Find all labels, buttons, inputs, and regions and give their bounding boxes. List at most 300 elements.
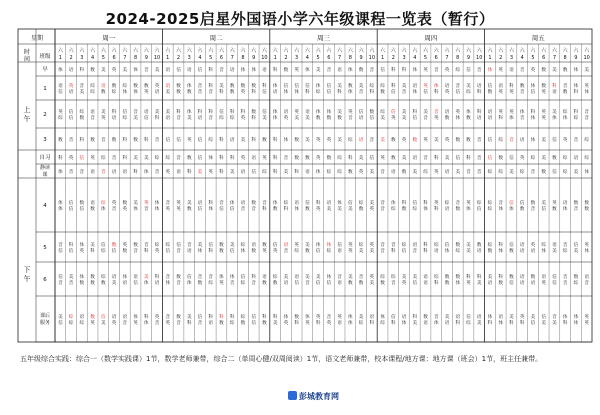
cell-text: 信 bbox=[101, 243, 106, 248]
cell-text: 科 bbox=[433, 156, 439, 161]
cell-text: 美 bbox=[401, 156, 407, 161]
cell-text: 数 bbox=[305, 249, 310, 254]
cell-text: 体 bbox=[530, 116, 536, 121]
class-prefix: 六 bbox=[133, 48, 139, 54]
class-prefix: 六 bbox=[218, 48, 224, 54]
cell-text: 音 bbox=[208, 90, 214, 95]
cell-text: 美 bbox=[337, 110, 342, 115]
cell-text: 信 bbox=[294, 84, 299, 89]
cell-text: 语 bbox=[519, 138, 525, 143]
cell-text: 英 bbox=[122, 243, 128, 248]
cell-text: 体 bbox=[498, 321, 504, 326]
weekday-header: 星期 bbox=[30, 35, 44, 42]
cell-text: 科 bbox=[487, 321, 493, 326]
cell-text: 信 bbox=[133, 281, 138, 286]
cell-text: 美 bbox=[101, 110, 106, 115]
cell-text: 音 bbox=[380, 207, 385, 212]
cell-text: 综 bbox=[391, 207, 396, 212]
class-prefix: 六 bbox=[337, 48, 343, 54]
cell-text: 语 bbox=[444, 170, 450, 175]
cell-text: 美 bbox=[68, 275, 74, 280]
cell-text: 语 bbox=[208, 321, 214, 326]
time-header-top: 时 bbox=[23, 49, 31, 56]
cell-text: 音 bbox=[380, 249, 385, 254]
cell-text: 音 bbox=[476, 68, 482, 73]
cell-text: 音 bbox=[562, 281, 568, 286]
period-label: 课后 bbox=[39, 313, 51, 319]
cell-text: 语 bbox=[519, 243, 525, 248]
cell-text: 美 bbox=[573, 249, 579, 254]
cell-text: 综 bbox=[433, 275, 439, 280]
cell-text: 语 bbox=[476, 84, 482, 89]
class-number: 8 bbox=[241, 55, 245, 61]
cell-text: 语 bbox=[262, 275, 267, 280]
cell-text: 美 bbox=[573, 170, 579, 175]
cell-text: 音 bbox=[358, 275, 364, 280]
cell-text: 科 bbox=[466, 275, 471, 280]
cell-text: 体 bbox=[326, 243, 332, 248]
cell-text: 综 bbox=[68, 321, 74, 326]
cell-text: 科 bbox=[476, 110, 482, 115]
cell-text: 数 bbox=[476, 243, 482, 248]
cell-text: 信 bbox=[337, 243, 342, 248]
class-prefix: 六 bbox=[68, 48, 74, 54]
cell-text: 数 bbox=[272, 207, 278, 212]
cell-text: 音 bbox=[519, 68, 525, 73]
cell-text: 信 bbox=[487, 156, 493, 161]
cell-text: 科 bbox=[283, 207, 289, 212]
cell-text: 音 bbox=[122, 321, 128, 326]
cell-text: 科 bbox=[369, 90, 375, 95]
class-number: 8 bbox=[563, 55, 567, 61]
cell-text: 音 bbox=[197, 90, 203, 95]
cell-text: 体 bbox=[305, 68, 310, 73]
cell-text: 科 bbox=[498, 275, 504, 280]
cell-text: 信 bbox=[79, 207, 85, 212]
cell-text: 英 bbox=[219, 281, 224, 286]
cell-text: 语 bbox=[476, 315, 482, 320]
cell-text: 体 bbox=[530, 138, 536, 143]
cell-text: 语 bbox=[455, 315, 461, 320]
cell-text: 音 bbox=[133, 110, 138, 115]
cell-text: 信 bbox=[315, 249, 321, 254]
cell-text: 数 bbox=[584, 201, 589, 206]
period-label: 静读 bbox=[39, 165, 51, 171]
cell-text: 体 bbox=[326, 275, 332, 280]
cell-text: 音 bbox=[455, 84, 461, 89]
cell-text: 语 bbox=[186, 249, 192, 254]
class-number: 1 bbox=[166, 55, 170, 61]
cell-text: 英 bbox=[111, 68, 117, 73]
page-title: 2024-2025启星外国语小学六年级课程一览表（暂行） bbox=[105, 10, 495, 28]
class-prefix: 六 bbox=[444, 48, 450, 54]
cell-text: 美 bbox=[165, 110, 171, 115]
cell-text: 信 bbox=[466, 68, 471, 73]
cell-text: 综 bbox=[240, 315, 246, 320]
cell-text: 音 bbox=[111, 207, 117, 212]
cell-text: 科 bbox=[305, 90, 310, 95]
cell-text: 科 bbox=[530, 110, 536, 115]
cell-text: 体 bbox=[143, 281, 149, 286]
period-label: 6 bbox=[43, 277, 47, 283]
cell-text: 信 bbox=[294, 281, 299, 286]
class-prefix: 六 bbox=[272, 48, 278, 54]
cell-text: 信 bbox=[401, 249, 407, 254]
cell-text: 信 bbox=[219, 110, 224, 115]
cell-text: 音 bbox=[58, 243, 63, 248]
class-number: 10 bbox=[476, 55, 483, 61]
cell-text: 音 bbox=[176, 281, 181, 286]
cell-text: 科 bbox=[219, 170, 224, 175]
cell-text: 综 bbox=[584, 138, 589, 143]
cell-text: 语 bbox=[101, 84, 106, 89]
cell-text: 信 bbox=[262, 110, 267, 115]
cell-text: 科 bbox=[208, 249, 214, 254]
cell-text: 音 bbox=[337, 275, 342, 280]
cell-text: 语 bbox=[519, 275, 525, 280]
cell-text: 综 bbox=[165, 156, 171, 161]
afternoon-label-1: 下 bbox=[23, 266, 31, 274]
cell-text: 数 bbox=[111, 138, 117, 143]
cell-text: 音 bbox=[391, 281, 396, 286]
cell-text: 综 bbox=[423, 170, 428, 175]
cell-text: 英 bbox=[272, 249, 278, 254]
cell-text: 信 bbox=[530, 90, 536, 95]
class-number: 6 bbox=[112, 55, 116, 61]
class-prefix: 六 bbox=[100, 48, 106, 54]
cell-text: 数 bbox=[455, 275, 461, 280]
cell-text: 信 bbox=[412, 281, 418, 286]
cell-text: 科 bbox=[433, 281, 439, 286]
cell-text: 美 bbox=[541, 156, 546, 161]
cell-text: 英 bbox=[348, 243, 353, 248]
cell-text: 体 bbox=[122, 275, 128, 280]
cell-text: 体 bbox=[348, 90, 353, 95]
cell-text: 语 bbox=[143, 110, 149, 115]
cell-text: 综 bbox=[455, 249, 461, 254]
cell-text: 数 bbox=[294, 315, 299, 320]
class-number: 3 bbox=[509, 55, 514, 61]
cell-text: 体 bbox=[487, 68, 493, 73]
cell-text: 音 bbox=[154, 170, 160, 175]
cell-text: 美 bbox=[305, 116, 310, 121]
cell-text: 英 bbox=[498, 110, 504, 115]
cell-text: 英 bbox=[240, 116, 246, 121]
cell-text: 英 bbox=[143, 201, 149, 206]
cell-text: 英 bbox=[498, 68, 504, 73]
cell-text: 语 bbox=[337, 281, 342, 286]
class-prefix: 六 bbox=[390, 48, 396, 54]
cell-text: 科 bbox=[143, 315, 149, 320]
class-number: 9 bbox=[144, 55, 148, 61]
cell-text: 音 bbox=[165, 315, 171, 320]
cell-text: 英 bbox=[466, 281, 471, 286]
cell-text: 体 bbox=[315, 110, 321, 115]
class-number: 10 bbox=[368, 55, 376, 61]
cell-text: 美 bbox=[369, 170, 375, 175]
cell-text: 综 bbox=[562, 110, 568, 115]
cell-text: 音 bbox=[573, 207, 579, 212]
cell-text: 信 bbox=[326, 281, 332, 286]
cell-text: 音 bbox=[519, 116, 525, 121]
cell-text: 体 bbox=[412, 68, 418, 73]
cell-text: 英 bbox=[552, 201, 557, 206]
cell-text: 美 bbox=[401, 110, 407, 115]
cell-text: 音 bbox=[79, 170, 85, 175]
cell-text: 音 bbox=[455, 201, 461, 206]
class-prefix: 六 bbox=[283, 48, 289, 54]
cell-text: 数 bbox=[584, 207, 589, 212]
cell-text: 体 bbox=[401, 321, 407, 326]
cell-text: 语 bbox=[337, 321, 342, 326]
cell-text: 语 bbox=[444, 207, 450, 212]
cell-text: 语 bbox=[90, 110, 95, 115]
cell-text: 英 bbox=[305, 321, 310, 326]
cell-text: 音 bbox=[283, 156, 289, 161]
cell-text: 美 bbox=[541, 321, 546, 326]
cell-text: 美 bbox=[509, 170, 514, 175]
cell-text: 数 bbox=[219, 243, 224, 248]
cell-text: 音 bbox=[68, 281, 74, 286]
cell-text: 综 bbox=[487, 170, 493, 175]
cell-text: 语 bbox=[358, 138, 364, 143]
cell-text: 英 bbox=[380, 156, 385, 161]
cell-text: 信 bbox=[240, 275, 246, 280]
cell-text: 信 bbox=[197, 207, 203, 212]
class-number: 4 bbox=[413, 55, 417, 61]
cell-text: 美 bbox=[348, 207, 353, 212]
cell-text: 英 bbox=[122, 207, 128, 212]
cell-text: 体 bbox=[573, 68, 579, 73]
cell-text: 英 bbox=[154, 84, 160, 89]
cell-text: 信 bbox=[541, 315, 546, 320]
cell-text: 综 bbox=[154, 156, 160, 161]
period-label: 1 bbox=[43, 86, 47, 92]
cell-text: 音 bbox=[58, 281, 63, 286]
cell-text: 语 bbox=[133, 275, 138, 280]
class-prefix: 六 bbox=[498, 48, 504, 54]
cell-text: 美 bbox=[380, 138, 385, 143]
class-prefix: 六 bbox=[584, 48, 590, 54]
cell-text: 美 bbox=[423, 110, 428, 115]
cell-text: 音 bbox=[79, 84, 85, 89]
cell-text: 音 bbox=[401, 90, 407, 95]
cell-text: 信 bbox=[552, 281, 557, 286]
cell-text: 英 bbox=[433, 116, 439, 121]
cell-text: 英 bbox=[423, 138, 428, 143]
cell-text: 信 bbox=[530, 321, 536, 326]
cell-text: 语 bbox=[111, 275, 117, 280]
cell-text: 科 bbox=[208, 68, 214, 73]
cell-text: 体 bbox=[208, 156, 214, 161]
cell-text: 音 bbox=[530, 207, 536, 212]
cell-text: 体 bbox=[272, 110, 278, 115]
day-header-3: 周三 bbox=[317, 34, 330, 42]
cell-text: 音 bbox=[229, 281, 235, 286]
cell-text: 科 bbox=[423, 249, 428, 254]
cell-text: 数 bbox=[541, 170, 546, 175]
cell-text: 信 bbox=[305, 201, 310, 206]
cell-text: 美 bbox=[358, 315, 364, 320]
cell-text: 语 bbox=[283, 281, 289, 286]
cell-text: 科 bbox=[272, 138, 278, 143]
class-number: 1 bbox=[488, 55, 492, 61]
cell-text: 综 bbox=[315, 90, 321, 95]
cell-text: 美 bbox=[552, 110, 557, 115]
cell-text: 美 bbox=[272, 321, 278, 326]
cell-text: 美 bbox=[283, 275, 289, 280]
cell-text: 语 bbox=[573, 156, 579, 161]
cell-text: 音 bbox=[433, 68, 439, 73]
cell-text: 语 bbox=[79, 315, 85, 320]
cell-text: 信 bbox=[229, 249, 235, 254]
cell-text: 数 bbox=[348, 170, 353, 175]
cell-text: 美 bbox=[476, 281, 482, 286]
class-prefix: 六 bbox=[423, 48, 429, 54]
cell-text: 体 bbox=[294, 90, 299, 95]
cell-text: 音 bbox=[476, 156, 482, 161]
cell-text: 音 bbox=[305, 281, 310, 286]
cell-text: 英 bbox=[90, 156, 95, 161]
cell-text: 信 bbox=[541, 207, 546, 212]
cell-text: 科 bbox=[519, 321, 525, 326]
cell-text: 语 bbox=[433, 249, 439, 254]
cell-text: 信 bbox=[391, 110, 396, 115]
cell-text: 数 bbox=[326, 116, 332, 121]
class-number: 3 bbox=[295, 55, 299, 61]
cell-text: 语 bbox=[251, 243, 256, 248]
class-number: 10 bbox=[153, 55, 161, 61]
cell-text: 数 bbox=[262, 281, 267, 286]
cell-text: 综 bbox=[380, 110, 385, 115]
cell-text: 信 bbox=[412, 201, 418, 206]
cell-text: 科 bbox=[562, 321, 568, 326]
cell-text: 美 bbox=[58, 315, 63, 320]
cell-text: 英 bbox=[176, 201, 181, 206]
cell-text: 美 bbox=[369, 281, 375, 286]
cell-text: 信 bbox=[326, 84, 332, 89]
class-prefix: 六 bbox=[508, 48, 514, 54]
cell-text: 音 bbox=[380, 170, 385, 175]
cell-text: 美 bbox=[530, 315, 536, 320]
cell-text: 英 bbox=[369, 275, 375, 280]
cell-text: 语 bbox=[68, 90, 74, 95]
cell-text: 语 bbox=[176, 170, 181, 175]
period-label: 4 bbox=[43, 203, 47, 209]
cell-text: 美 bbox=[90, 243, 95, 248]
cell-text: 音 bbox=[358, 90, 364, 95]
cell-text: 语 bbox=[412, 156, 418, 161]
class-prefix: 六 bbox=[240, 48, 246, 54]
cell-text: 英 bbox=[433, 201, 439, 206]
cell-text: 综 bbox=[562, 170, 568, 175]
cell-text: 综 bbox=[369, 84, 375, 89]
class-number: 5 bbox=[423, 55, 428, 61]
cell-text: 语 bbox=[305, 110, 310, 115]
cell-text: 综 bbox=[90, 90, 95, 95]
cell-text: 语 bbox=[444, 110, 450, 115]
cell-text: 综 bbox=[584, 156, 589, 161]
cell-text: 体 bbox=[133, 315, 138, 320]
cell-text: 音 bbox=[423, 156, 428, 161]
cell-text: 英 bbox=[58, 110, 63, 115]
cell-text: 体 bbox=[272, 116, 278, 121]
cell-text: 音 bbox=[584, 110, 589, 115]
cell-text: 美 bbox=[358, 249, 364, 254]
cell-text: 音 bbox=[197, 275, 203, 280]
cell-text: 体 bbox=[466, 110, 471, 115]
cell-text: 语 bbox=[423, 275, 428, 280]
cell-text: 音 bbox=[498, 201, 504, 206]
cell-text: 信 bbox=[444, 243, 450, 248]
cell-text: 科 bbox=[433, 207, 439, 212]
cell-text: 科 bbox=[154, 275, 160, 280]
cell-text: 美 bbox=[283, 170, 289, 175]
cell-text: 美 bbox=[380, 116, 385, 121]
cell-text: 英 bbox=[315, 315, 321, 320]
cell-text: 英 bbox=[133, 321, 138, 326]
day-header-4: 周四 bbox=[424, 34, 438, 42]
class-prefix: 六 bbox=[208, 48, 214, 54]
cell-text: 信 bbox=[229, 207, 235, 212]
cell-text: 英 bbox=[294, 110, 299, 115]
cell-text: 体 bbox=[229, 201, 235, 206]
cell-text: 语 bbox=[90, 201, 95, 206]
cell-text: 语 bbox=[122, 170, 128, 175]
cell-text: 科 bbox=[476, 275, 482, 280]
cell-text: 语 bbox=[552, 243, 557, 248]
cell-text: 体 bbox=[423, 207, 428, 212]
cell-text: 体 bbox=[562, 315, 568, 320]
cell-text: 综 bbox=[562, 156, 568, 161]
cell-text: 音 bbox=[584, 281, 589, 286]
cell-text: 数 bbox=[176, 90, 181, 95]
cell-text: 数 bbox=[294, 156, 299, 161]
cell-text: 综 bbox=[498, 138, 504, 143]
period-label: 3 bbox=[43, 137, 47, 143]
cell-text: 英 bbox=[348, 110, 353, 115]
cell-text: 美 bbox=[369, 201, 375, 206]
cell-text: 信 bbox=[552, 138, 557, 143]
cell-text: 综 bbox=[229, 116, 235, 121]
cell-text: 音 bbox=[154, 138, 160, 143]
day-header-1: 周一 bbox=[102, 34, 116, 42]
cell-text: 数 bbox=[90, 138, 95, 143]
cell-text: 数 bbox=[401, 170, 407, 175]
cell-text: 美 bbox=[466, 249, 471, 254]
cell-text: 信 bbox=[197, 68, 203, 73]
class-number: 9 bbox=[466, 55, 471, 61]
cell-text: 语 bbox=[262, 68, 267, 73]
cell-text: 语 bbox=[272, 90, 278, 95]
cell-text: 体 bbox=[186, 84, 192, 89]
cell-text: 体 bbox=[498, 249, 504, 254]
cell-text: 语 bbox=[122, 315, 128, 320]
cell-text: 音 bbox=[584, 116, 589, 121]
cell-text: 语 bbox=[251, 156, 256, 161]
cell-text: 科 bbox=[90, 249, 95, 254]
cell-text: 美 bbox=[401, 84, 407, 89]
cell-text: 音 bbox=[176, 249, 181, 254]
cell-text: 音 bbox=[283, 249, 289, 254]
cell-text: 语 bbox=[487, 281, 493, 286]
cell-text: 美 bbox=[197, 243, 203, 248]
cell-text: 音 bbox=[143, 68, 149, 73]
cell-text: 科 bbox=[401, 201, 407, 206]
cell-text: 音 bbox=[562, 84, 568, 89]
site-logo bbox=[288, 391, 339, 402]
cell-text: 体 bbox=[283, 315, 289, 320]
